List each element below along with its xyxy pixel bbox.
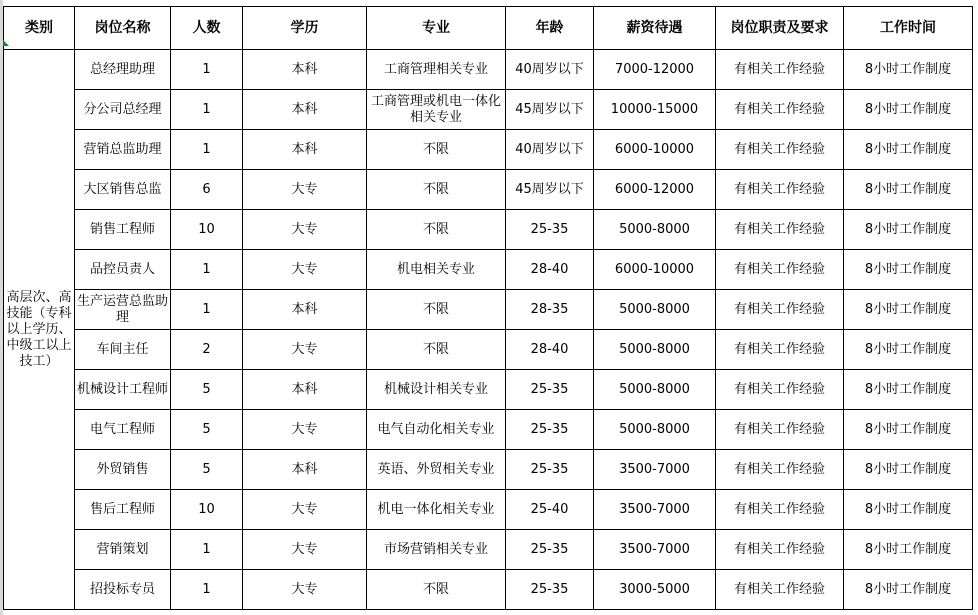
- cell-major[interactable]: 机电相关专业: [367, 250, 506, 290]
- cell-hours[interactable]: 8小时工作制度: [844, 490, 973, 530]
- cell-position[interactable]: 外贸销售: [75, 450, 171, 490]
- cell-major[interactable]: 机电一体化相关专业: [367, 490, 506, 530]
- cell-duty[interactable]: 有相关工作经验: [716, 210, 844, 250]
- table-row: [4, 530, 973, 570]
- cell-count[interactable]: 6: [171, 170, 243, 210]
- table-row: [4, 450, 973, 490]
- cell-count[interactable]: 1: [171, 290, 243, 330]
- cell-count[interactable]: 1: [171, 130, 243, 170]
- cell-hours[interactable]: 8小时工作制度: [844, 570, 973, 610]
- cell-age[interactable]: 25-35: [506, 210, 594, 250]
- cell-major[interactable]: 工商管理相关专业: [367, 50, 506, 90]
- cell-salary[interactable]: 5000-8000: [594, 210, 716, 250]
- cell-hours[interactable]: 8小时工作制度: [844, 90, 973, 130]
- cell-age[interactable]: 28-40: [506, 250, 594, 290]
- recruitment-table: [3, 6, 973, 610]
- cell-salary[interactable]: 6000-10000: [594, 250, 716, 290]
- cell-error-indicator: [3, 40, 9, 46]
- cell-salary[interactable]: 10000-15000: [594, 90, 716, 130]
- cell-salary[interactable]: 6000-12000: [594, 170, 716, 210]
- cell-salary[interactable]: 3500-7000: [594, 450, 716, 490]
- cell-age[interactable]: 28-40: [506, 330, 594, 370]
- cell-salary[interactable]: 5000-8000: [594, 330, 716, 370]
- cell-position[interactable]: 营销总监助理: [75, 130, 171, 170]
- table-row: [4, 410, 973, 450]
- cell-duty[interactable]: 有相关工作经验: [716, 530, 844, 570]
- cell-salary[interactable]: 5000-8000: [594, 290, 716, 330]
- table-row: [4, 50, 973, 90]
- cell-salary[interactable]: 3500-7000: [594, 490, 716, 530]
- cell-duty[interactable]: 有相关工作经验: [716, 450, 844, 490]
- cell-count[interactable]: 5: [171, 450, 243, 490]
- cell-duty[interactable]: 有相关工作经验: [716, 130, 844, 170]
- cell-major[interactable]: 不限: [367, 330, 506, 370]
- cell-major[interactable]: 工商管理或机电一体化相关专业: [367, 90, 506, 130]
- cell-position[interactable]: 分公司总经理: [75, 90, 171, 130]
- cell-hours[interactable]: 8小时工作制度: [844, 290, 973, 330]
- table-row: [4, 490, 973, 530]
- cell-position[interactable]: 总经理助理: [75, 50, 171, 90]
- table-row: [4, 330, 973, 370]
- cell-position[interactable]: 销售工程师: [75, 210, 171, 250]
- header-duty[interactable]: 岗位职责及要求: [716, 7, 844, 50]
- cell-major[interactable]: 不限: [367, 210, 506, 250]
- cell-duty[interactable]: 有相关工作经验: [716, 170, 844, 210]
- cell-position[interactable]: 售后工程师: [75, 490, 171, 530]
- cell-position[interactable]: 机械设计工程师: [75, 370, 171, 410]
- header-hours[interactable]: 工作时间: [844, 7, 973, 50]
- cell-salary[interactable]: 6000-10000: [594, 130, 716, 170]
- cell-hours[interactable]: 8小时工作制度: [844, 330, 973, 370]
- header-age[interactable]: 年龄: [506, 7, 594, 50]
- cell-hours[interactable]: 8小时工作制度: [844, 370, 973, 410]
- table-row: [4, 90, 973, 130]
- cell-education[interactable]: 本科: [243, 90, 367, 130]
- cell-position[interactable]: 车间主任: [75, 330, 171, 370]
- cell-education[interactable]: 大专: [243, 530, 367, 570]
- header-education[interactable]: 学历: [243, 7, 367, 50]
- cell-count[interactable]: 1: [171, 250, 243, 290]
- cell-major[interactable]: 不限: [367, 130, 506, 170]
- cell-age[interactable]: 25-35: [506, 570, 594, 610]
- cell-education[interactable]: 大专: [243, 570, 367, 610]
- cell-count[interactable]: 2: [171, 330, 243, 370]
- cell-education[interactable]: 本科: [243, 130, 367, 170]
- cell-hours[interactable]: 8小时工作制度: [844, 450, 973, 490]
- cell-education[interactable]: 大专: [243, 410, 367, 450]
- cell-count[interactable]: 5: [171, 410, 243, 450]
- cell-major[interactable]: 市场营销相关专业: [367, 530, 506, 570]
- cell-hours[interactable]: 8小时工作制度: [844, 130, 973, 170]
- cell-count[interactable]: 10: [171, 490, 243, 530]
- cell-duty[interactable]: 有相关工作经验: [716, 290, 844, 330]
- cell-hours[interactable]: 8小时工作制度: [844, 210, 973, 250]
- cell-age[interactable]: 45周岁以下: [506, 90, 594, 130]
- table-row: [4, 170, 973, 210]
- cell-salary[interactable]: 5000-8000: [594, 370, 716, 410]
- table-row: [4, 370, 973, 410]
- cell-salary[interactable]: 5000-8000: [594, 410, 716, 450]
- cell-education[interactable]: 大专: [243, 250, 367, 290]
- cell-duty[interactable]: 有相关工作经验: [716, 410, 844, 450]
- table-row: [4, 130, 973, 170]
- cell-age[interactable]: 25-35: [506, 530, 594, 570]
- cell-major[interactable]: 机械设计相关专业: [367, 370, 506, 410]
- cell-major[interactable]: 不限: [367, 570, 506, 610]
- cell-position[interactable]: 大区销售总监: [75, 170, 171, 210]
- table-row: [4, 290, 973, 330]
- header-row: [4, 7, 973, 50]
- cell-major[interactable]: 电气自动化相关专业: [367, 410, 506, 450]
- cell-count[interactable]: 5: [171, 370, 243, 410]
- header-major[interactable]: 专业: [367, 7, 506, 50]
- cell-position[interactable]: 品控员责人: [75, 250, 171, 290]
- cell-age[interactable]: 25-35: [506, 370, 594, 410]
- cell-hours[interactable]: 8小时工作制度: [844, 530, 973, 570]
- cell-duty[interactable]: 有相关工作经验: [716, 250, 844, 290]
- cell-major[interactable]: 不限: [367, 290, 506, 330]
- header-count[interactable]: 人数: [171, 7, 243, 50]
- cell-count[interactable]: 1: [171, 570, 243, 610]
- cell-age[interactable]: 25-40: [506, 490, 594, 530]
- cell-duty[interactable]: 有相关工作经验: [716, 490, 844, 530]
- cell-age[interactable]: 45周岁以下: [506, 170, 594, 210]
- cell-position[interactable]: 营销策划: [75, 530, 171, 570]
- cell-age[interactable]: 40周岁以下: [506, 50, 594, 90]
- cell-count[interactable]: 10: [171, 210, 243, 250]
- cell-major[interactable]: 不限: [367, 170, 506, 210]
- table-row: [4, 210, 973, 250]
- cell-duty[interactable]: 有相关工作经验: [716, 90, 844, 130]
- cell-position[interactable]: 电气工程师: [75, 410, 171, 450]
- cell-hours[interactable]: 8小时工作制度: [844, 250, 973, 290]
- cell-count[interactable]: 1: [171, 90, 243, 130]
- cell-education[interactable]: 本科: [243, 370, 367, 410]
- cell-duty[interactable]: 有相关工作经验: [716, 330, 844, 370]
- cell-salary[interactable]: 7000-12000: [594, 50, 716, 90]
- cell-major[interactable]: 英语、外贸相关专业: [367, 450, 506, 490]
- cell-duty[interactable]: 有相关工作经验: [716, 50, 844, 90]
- header-position[interactable]: 岗位名称: [75, 7, 171, 50]
- table-row: [4, 570, 973, 610]
- cell-hours[interactable]: 8小时工作制度: [844, 410, 973, 450]
- cell-age[interactable]: 25-35: [506, 450, 594, 490]
- header-category[interactable]: 类别: [4, 7, 75, 50]
- cell-duty[interactable]: 有相关工作经验: [716, 570, 844, 610]
- cell-salary[interactable]: 3500-7000: [594, 530, 716, 570]
- cell-category[interactable]: 高层次、高技能（专科以上学历、中级工以上技工）: [4, 50, 75, 610]
- cell-position[interactable]: 招投标专员: [75, 570, 171, 610]
- cell-education[interactable]: 大专: [243, 490, 367, 530]
- cell-hours[interactable]: 8小时工作制度: [844, 170, 973, 210]
- cell-count[interactable]: 1: [171, 530, 243, 570]
- cell-education[interactable]: 本科: [243, 290, 367, 330]
- cell-education[interactable]: 本科: [243, 50, 367, 90]
- table-row: [4, 250, 973, 290]
- cell-count[interactable]: 1: [171, 50, 243, 90]
- cell-education[interactable]: 大专: [243, 330, 367, 370]
- cell-age[interactable]: 40周岁以下: [506, 130, 594, 170]
- cell-education[interactable]: 本科: [243, 450, 367, 490]
- cell-age[interactable]: 25-35: [506, 410, 594, 450]
- cell-age[interactable]: 28-35: [506, 290, 594, 330]
- cell-duty[interactable]: 有相关工作经验: [716, 370, 844, 410]
- header-salary[interactable]: 薪资待遇: [594, 7, 716, 50]
- cell-salary[interactable]: 3000-5000: [594, 570, 716, 610]
- cell-hours[interactable]: 8小时工作制度: [844, 50, 973, 90]
- cell-education[interactable]: 大专: [243, 170, 367, 210]
- cell-education[interactable]: 大专: [243, 210, 367, 250]
- cell-position[interactable]: 生产运营总监助理: [75, 290, 171, 330]
